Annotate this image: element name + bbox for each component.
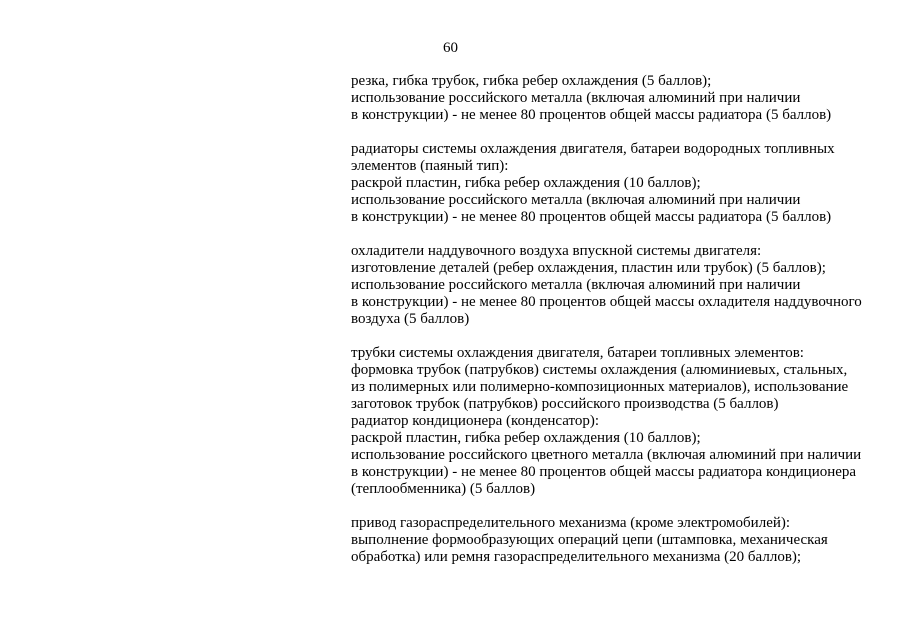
- text-line: резка, гибка трубок, гибка ребер охлаждения (5 баллов);: [351, 73, 712, 89]
- paragraph-timing-drive: [351, 515, 896, 566]
- text-line: использование российского металла (включая алюминий при наличии: [351, 90, 801, 106]
- text-line: использование российского металла (включая алюминий при наличии: [351, 277, 801, 293]
- text-line: в конструкции) - не менее 80 процентов общей массы радиатора (5 баллов): [351, 107, 832, 123]
- text-line: формовка трубок (патрубков) системы охлаждения (алюминиевых, стальных,: [351, 362, 848, 378]
- text-line: из полимерных или полимерно-композиционных материалов), использование: [351, 379, 849, 395]
- text-line: радиаторы системы охлаждения двигателя, батареи водородных топливных: [351, 141, 835, 157]
- text-line: элементов (паяный тип):: [351, 158, 509, 174]
- paragraph-charge-air-coolers: [351, 243, 896, 328]
- text-line: выполнение формообразующих операций цепи (штамповка, механическая: [351, 532, 828, 548]
- text-line: в конструкции) - не менее 80 процентов общей массы радиатора кондиционера: [351, 464, 857, 480]
- text-line: охладители наддувочного воздуха впускной системы двигателя:: [351, 243, 762, 259]
- text-line: воздуха (5 баллов): [351, 311, 470, 327]
- paragraph-engine-radiators: [351, 141, 896, 226]
- document-body: [351, 73, 896, 583]
- text-line: раскрой пластин, гибка ребер охлаждения (10 баллов);: [351, 175, 701, 191]
- text-line: раскрой пластин, гибка ребер охлаждения (10 баллов);: [351, 430, 701, 446]
- text-line: обработка) или ремня газораспределительного механизма (20 баллов);: [351, 549, 802, 565]
- text-line: привод газораспределительного механизма (кроме электромобилей):: [351, 515, 791, 531]
- text-line: трубки системы охлаждения двигателя, батареи топливных элементов:: [351, 345, 804, 361]
- text-line: заготовок трубок (патрубков) российского производства (5 баллов): [351, 396, 779, 412]
- text-line: в конструкции) - не менее 80 процентов общей массы охладителя наддувочного: [351, 294, 862, 310]
- page-number: 60: [443, 40, 458, 56]
- paragraph-cutting-bending: [351, 73, 896, 124]
- text-line: изготовление деталей (ребер охлаждения, пластин или трубок) (5 баллов);: [351, 260, 826, 276]
- text-line: радиатор кондиционера (конденсатор):: [351, 413, 600, 429]
- text-line: использование российского металла (включая алюминий при наличии: [351, 192, 801, 208]
- text-line: (теплообменника) (5 баллов): [351, 481, 536, 497]
- paragraph-cooling-tubes: [351, 345, 896, 498]
- text-line: в конструкции) - не менее 80 процентов общей массы радиатора (5 баллов): [351, 209, 832, 225]
- text-line: использование российского цветного металла (включая алюминий при наличии: [351, 447, 862, 463]
